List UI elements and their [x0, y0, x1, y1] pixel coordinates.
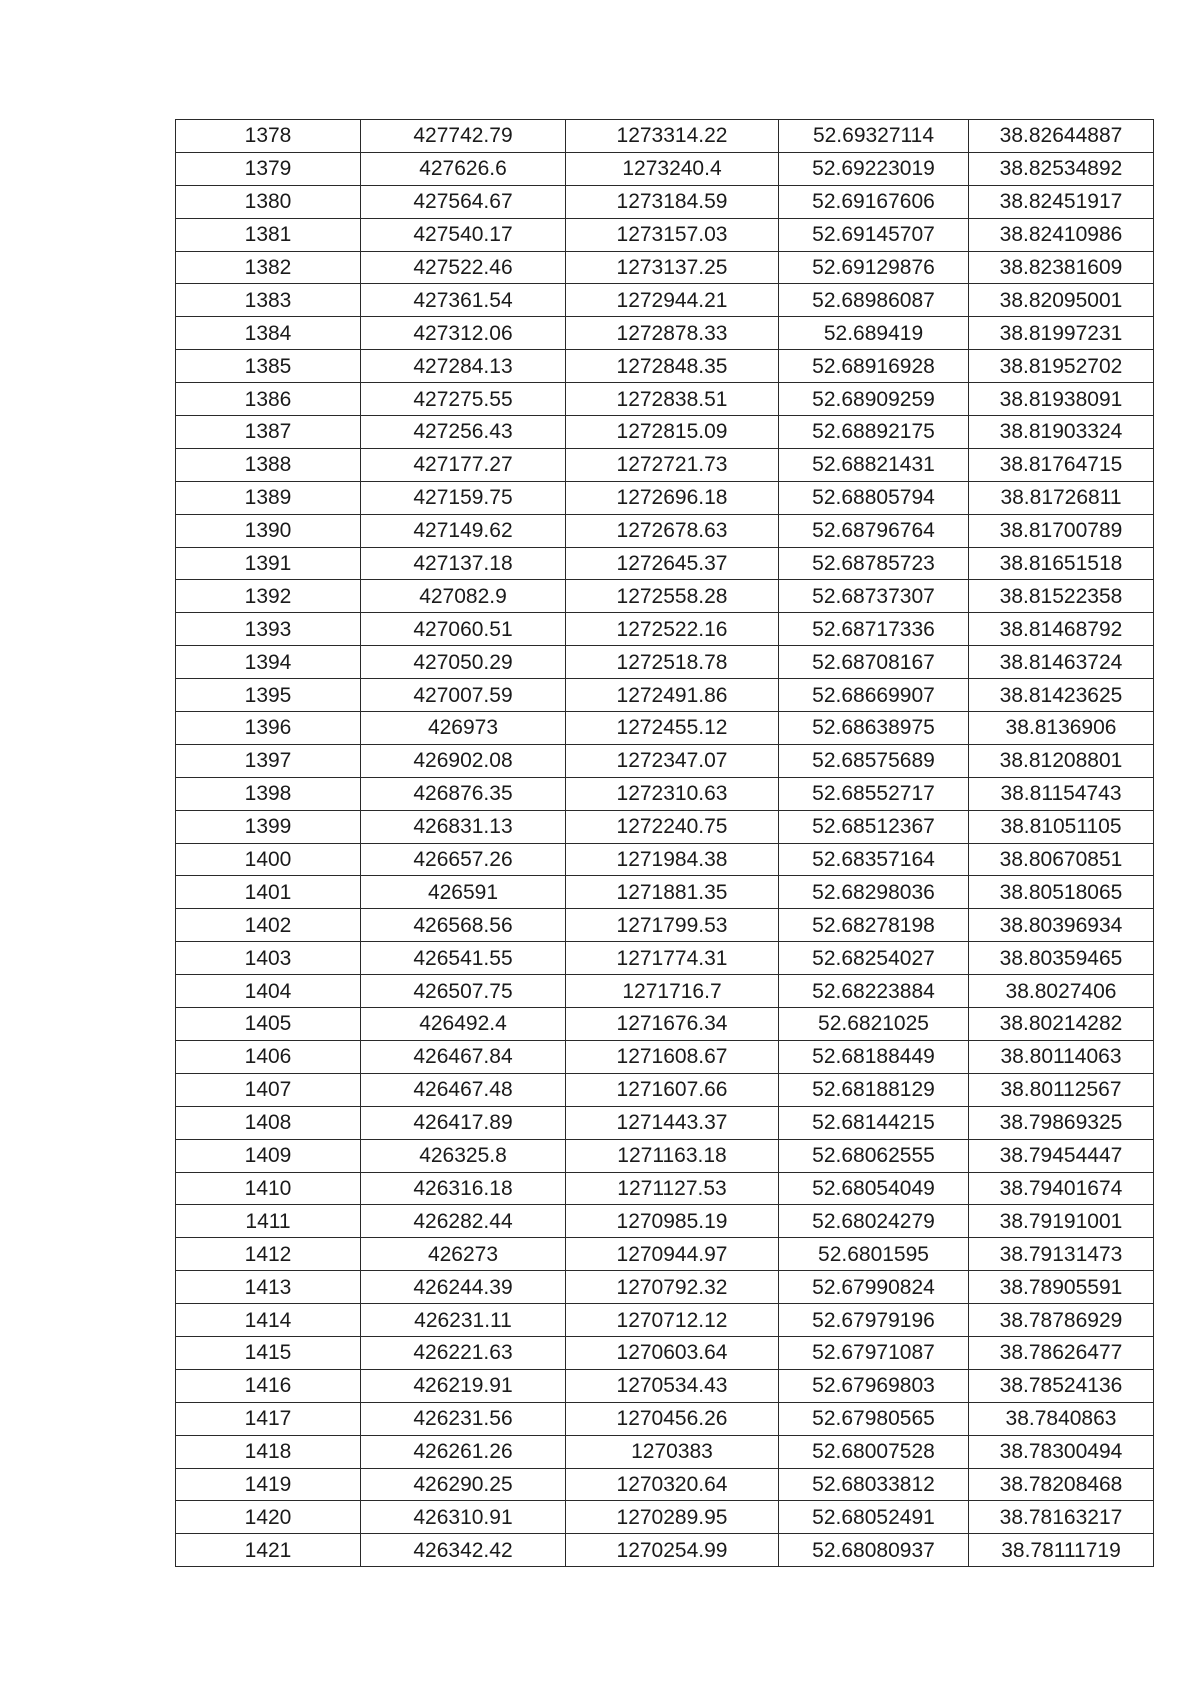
latitude-cell: 52.67969803 [779, 1369, 969, 1402]
point-number-cell: 1409 [176, 1139, 361, 1172]
longitude-cell: 38.78786929 [969, 1304, 1154, 1337]
easting-cell: 426221.63 [361, 1336, 566, 1369]
table-row [176, 1369, 1154, 1402]
point-number-cell: 1398 [176, 777, 361, 810]
latitude-cell: 52.6821025 [779, 1008, 969, 1041]
easting-cell: 426876.35 [361, 777, 566, 810]
point-number-cell: 1384 [176, 317, 361, 350]
latitude-cell: 52.689419 [779, 317, 969, 350]
northing-cell: 1272878.33 [566, 317, 779, 350]
easting-cell: 427275.55 [361, 383, 566, 416]
table-row [176, 218, 1154, 251]
longitude-cell: 38.80396934 [969, 909, 1154, 942]
northing-cell: 1272522.16 [566, 613, 779, 646]
easting-cell: 427626.6 [361, 152, 566, 185]
table-row [176, 942, 1154, 975]
longitude-cell: 38.79191001 [969, 1205, 1154, 1238]
northing-cell: 1272721.73 [566, 448, 779, 481]
table-row [176, 284, 1154, 317]
easting-cell: 427149.62 [361, 514, 566, 547]
northing-cell: 1271443.37 [566, 1106, 779, 1139]
point-number-cell: 1392 [176, 580, 361, 613]
northing-cell: 1272678.63 [566, 514, 779, 547]
easting-cell: 427050.29 [361, 646, 566, 679]
latitude-cell: 52.69223019 [779, 152, 969, 185]
point-number-cell: 1405 [176, 1008, 361, 1041]
easting-cell: 426467.48 [361, 1073, 566, 1106]
longitude-cell: 38.81423625 [969, 679, 1154, 712]
point-number-cell: 1406 [176, 1040, 361, 1073]
point-number-cell: 1418 [176, 1435, 361, 1468]
table-row [176, 448, 1154, 481]
table-row [176, 416, 1154, 449]
easting-cell: 426568.56 [361, 909, 566, 942]
northing-cell: 1270456.26 [566, 1402, 779, 1435]
latitude-cell: 52.68080937 [779, 1534, 969, 1567]
easting-cell: 427082.9 [361, 580, 566, 613]
longitude-cell: 38.80114063 [969, 1040, 1154, 1073]
longitude-cell: 38.79869325 [969, 1106, 1154, 1139]
latitude-cell: 52.69145707 [779, 218, 969, 251]
point-number-cell: 1388 [176, 448, 361, 481]
longitude-cell: 38.79401674 [969, 1172, 1154, 1205]
table-row [176, 580, 1154, 613]
longitude-cell: 38.79131473 [969, 1238, 1154, 1271]
easting-cell: 427564.67 [361, 185, 566, 218]
latitude-cell: 52.6801595 [779, 1238, 969, 1271]
longitude-cell: 38.80214282 [969, 1008, 1154, 1041]
northing-cell: 1272815.09 [566, 416, 779, 449]
latitude-cell: 52.68052491 [779, 1501, 969, 1534]
northing-cell: 1270320.64 [566, 1468, 779, 1501]
northing-cell: 1270792.32 [566, 1271, 779, 1304]
table-row [176, 975, 1154, 1008]
point-number-cell: 1382 [176, 251, 361, 284]
latitude-cell: 52.68552717 [779, 777, 969, 810]
easting-cell: 426282.44 [361, 1205, 566, 1238]
table-row [176, 876, 1154, 909]
easting-cell: 426342.42 [361, 1534, 566, 1567]
longitude-cell: 38.78300494 [969, 1435, 1154, 1468]
point-number-cell: 1394 [176, 646, 361, 679]
northing-cell: 1271163.18 [566, 1139, 779, 1172]
easting-cell: 427312.06 [361, 317, 566, 350]
northing-cell: 1272240.75 [566, 810, 779, 843]
point-number-cell: 1389 [176, 481, 361, 514]
easting-cell: 426325.8 [361, 1139, 566, 1172]
latitude-cell: 52.68254027 [779, 942, 969, 975]
latitude-cell: 52.68708167 [779, 646, 969, 679]
longitude-cell: 38.80670851 [969, 843, 1154, 876]
point-number-cell: 1397 [176, 744, 361, 777]
northing-cell: 1271607.66 [566, 1073, 779, 1106]
latitude-cell: 52.67990824 [779, 1271, 969, 1304]
longitude-cell: 38.82451917 [969, 185, 1154, 218]
northing-cell: 1272848.35 [566, 350, 779, 383]
longitude-cell: 38.81997231 [969, 317, 1154, 350]
northing-cell: 1272491.86 [566, 679, 779, 712]
easting-cell: 426310.91 [361, 1501, 566, 1534]
longitude-cell: 38.81903324 [969, 416, 1154, 449]
longitude-cell: 38.7840863 [969, 1402, 1154, 1435]
point-number-cell: 1379 [176, 152, 361, 185]
easting-cell: 426316.18 [361, 1172, 566, 1205]
easting-cell: 426467.84 [361, 1040, 566, 1073]
longitude-cell: 38.78905591 [969, 1271, 1154, 1304]
northing-cell: 1270603.64 [566, 1336, 779, 1369]
longitude-cell: 38.78111719 [969, 1534, 1154, 1567]
northing-cell: 1271774.31 [566, 942, 779, 975]
latitude-cell: 52.68188449 [779, 1040, 969, 1073]
latitude-cell: 52.68638975 [779, 712, 969, 745]
point-number-cell: 1412 [176, 1238, 361, 1271]
table-row [176, 1468, 1154, 1501]
easting-cell: 427060.51 [361, 613, 566, 646]
easting-cell: 427522.46 [361, 251, 566, 284]
table-row [176, 1139, 1154, 1172]
table-row [176, 810, 1154, 843]
northing-cell: 1271127.53 [566, 1172, 779, 1205]
table-row [176, 251, 1154, 284]
latitude-cell: 52.68785723 [779, 547, 969, 580]
longitude-cell: 38.79454447 [969, 1139, 1154, 1172]
northing-cell: 1272518.78 [566, 646, 779, 679]
northing-cell: 1272838.51 [566, 383, 779, 416]
northing-cell: 1270289.95 [566, 1501, 779, 1534]
point-number-cell: 1416 [176, 1369, 361, 1402]
longitude-cell: 38.82644887 [969, 120, 1154, 153]
northing-cell: 1270712.12 [566, 1304, 779, 1337]
table-row [176, 1008, 1154, 1041]
latitude-cell: 52.68909259 [779, 383, 969, 416]
table-row [176, 1040, 1154, 1073]
table-row [176, 1336, 1154, 1369]
point-number-cell: 1415 [176, 1336, 361, 1369]
table-row [176, 185, 1154, 218]
longitude-cell: 38.81952702 [969, 350, 1154, 383]
easting-cell: 426231.11 [361, 1304, 566, 1337]
point-number-cell: 1413 [176, 1271, 361, 1304]
longitude-cell: 38.81208801 [969, 744, 1154, 777]
easting-cell: 426219.91 [361, 1369, 566, 1402]
point-number-cell: 1402 [176, 909, 361, 942]
point-number-cell: 1419 [176, 1468, 361, 1501]
easting-cell: 426591 [361, 876, 566, 909]
point-number-cell: 1400 [176, 843, 361, 876]
latitude-cell: 52.68916928 [779, 350, 969, 383]
northing-cell: 1270985.19 [566, 1205, 779, 1238]
northing-cell: 1273240.4 [566, 152, 779, 185]
easting-cell: 426657.26 [361, 843, 566, 876]
easting-cell: 426831.13 [361, 810, 566, 843]
latitude-cell: 52.68737307 [779, 580, 969, 613]
longitude-cell: 38.81764715 [969, 448, 1154, 481]
easting-cell: 426231.56 [361, 1402, 566, 1435]
easting-cell: 426541.55 [361, 942, 566, 975]
easting-cell: 427361.54 [361, 284, 566, 317]
longitude-cell: 38.78524136 [969, 1369, 1154, 1402]
table-row [176, 1402, 1154, 1435]
table-row [176, 712, 1154, 745]
northing-cell: 1271984.38 [566, 843, 779, 876]
easting-cell: 427159.75 [361, 481, 566, 514]
latitude-cell: 52.68223884 [779, 975, 969, 1008]
point-number-cell: 1390 [176, 514, 361, 547]
latitude-cell: 52.68821431 [779, 448, 969, 481]
table-row [176, 1271, 1154, 1304]
northing-cell: 1272310.63 [566, 777, 779, 810]
table-row [176, 1534, 1154, 1567]
latitude-cell: 52.68188129 [779, 1073, 969, 1106]
easting-cell: 426244.39 [361, 1271, 566, 1304]
longitude-cell: 38.81700789 [969, 514, 1154, 547]
easting-cell: 426417.89 [361, 1106, 566, 1139]
table-row [176, 481, 1154, 514]
easting-cell: 426492.4 [361, 1008, 566, 1041]
point-number-cell: 1380 [176, 185, 361, 218]
latitude-cell: 52.68986087 [779, 284, 969, 317]
longitude-cell: 38.81522358 [969, 580, 1154, 613]
point-number-cell: 1385 [176, 350, 361, 383]
point-number-cell: 1381 [176, 218, 361, 251]
northing-cell: 1271881.35 [566, 876, 779, 909]
table-row [176, 514, 1154, 547]
table-row [176, 152, 1154, 185]
table-row [176, 679, 1154, 712]
longitude-cell: 38.82410986 [969, 218, 1154, 251]
point-number-cell: 1408 [176, 1106, 361, 1139]
longitude-cell: 38.78208468 [969, 1468, 1154, 1501]
longitude-cell: 38.78626477 [969, 1336, 1154, 1369]
northing-cell: 1270254.99 [566, 1534, 779, 1567]
point-number-cell: 1410 [176, 1172, 361, 1205]
table-row [176, 1205, 1154, 1238]
easting-cell: 427007.59 [361, 679, 566, 712]
longitude-cell: 38.81154743 [969, 777, 1154, 810]
longitude-cell: 38.82381609 [969, 251, 1154, 284]
latitude-cell: 52.68033812 [779, 1468, 969, 1501]
latitude-cell: 52.68796764 [779, 514, 969, 547]
northing-cell: 1271716.7 [566, 975, 779, 1008]
easting-cell: 426261.26 [361, 1435, 566, 1468]
latitude-cell: 52.67979196 [779, 1304, 969, 1337]
table-row [176, 1106, 1154, 1139]
latitude-cell: 52.68512367 [779, 810, 969, 843]
northing-cell: 1272944.21 [566, 284, 779, 317]
longitude-cell: 38.80112567 [969, 1073, 1154, 1106]
longitude-cell: 38.81463724 [969, 646, 1154, 679]
northing-cell: 1272347.07 [566, 744, 779, 777]
latitude-cell: 52.68669907 [779, 679, 969, 712]
northing-cell: 1273184.59 [566, 185, 779, 218]
point-number-cell: 1421 [176, 1534, 361, 1567]
point-number-cell: 1420 [176, 1501, 361, 1534]
point-number-cell: 1378 [176, 120, 361, 153]
northing-cell: 1271676.34 [566, 1008, 779, 1041]
table-row [176, 744, 1154, 777]
table-row [176, 613, 1154, 646]
table-row [176, 317, 1154, 350]
northing-cell: 1270534.43 [566, 1369, 779, 1402]
longitude-cell: 38.8027406 [969, 975, 1154, 1008]
latitude-cell: 52.67980565 [779, 1402, 969, 1435]
point-number-cell: 1407 [176, 1073, 361, 1106]
longitude-cell: 38.81651518 [969, 547, 1154, 580]
table-row [176, 777, 1154, 810]
point-number-cell: 1391 [176, 547, 361, 580]
point-number-cell: 1401 [176, 876, 361, 909]
northing-cell: 1270383 [566, 1435, 779, 1468]
easting-cell: 426290.25 [361, 1468, 566, 1501]
northing-cell: 1271608.67 [566, 1040, 779, 1073]
latitude-cell: 52.68054049 [779, 1172, 969, 1205]
latitude-cell: 52.68278198 [779, 909, 969, 942]
point-number-cell: 1403 [176, 942, 361, 975]
table-row [176, 350, 1154, 383]
latitude-cell: 52.68062555 [779, 1139, 969, 1172]
point-number-cell: 1417 [176, 1402, 361, 1435]
point-number-cell: 1387 [176, 416, 361, 449]
table-row [176, 547, 1154, 580]
longitude-cell: 38.80518065 [969, 876, 1154, 909]
latitude-cell: 52.68007528 [779, 1435, 969, 1468]
latitude-cell: 52.67971087 [779, 1336, 969, 1369]
table-row [176, 646, 1154, 679]
longitude-cell: 38.78163217 [969, 1501, 1154, 1534]
point-number-cell: 1386 [176, 383, 361, 416]
table-row [176, 383, 1154, 416]
northing-cell: 1272455.12 [566, 712, 779, 745]
table-row [176, 120, 1154, 153]
longitude-cell: 38.8136906 [969, 712, 1154, 745]
longitude-cell: 38.81938091 [969, 383, 1154, 416]
easting-cell: 427742.79 [361, 120, 566, 153]
table-row [176, 1501, 1154, 1534]
northing-cell: 1270944.97 [566, 1238, 779, 1271]
northing-cell: 1273157.03 [566, 218, 779, 251]
longitude-cell: 38.81726811 [969, 481, 1154, 514]
point-number-cell: 1414 [176, 1304, 361, 1337]
longitude-cell: 38.81468792 [969, 613, 1154, 646]
latitude-cell: 52.68298036 [779, 876, 969, 909]
longitude-cell: 38.80359465 [969, 942, 1154, 975]
point-number-cell: 1404 [176, 975, 361, 1008]
table-row [176, 1172, 1154, 1205]
point-number-cell: 1393 [176, 613, 361, 646]
latitude-cell: 52.68357164 [779, 843, 969, 876]
table-row [176, 843, 1154, 876]
latitude-cell: 52.69327114 [779, 120, 969, 153]
latitude-cell: 52.69129876 [779, 251, 969, 284]
table-row [176, 1435, 1154, 1468]
northing-cell: 1272645.37 [566, 547, 779, 580]
table-row [176, 1304, 1154, 1337]
latitude-cell: 52.68024279 [779, 1205, 969, 1238]
longitude-cell: 38.82095001 [969, 284, 1154, 317]
coordinate-table [175, 119, 1154, 1567]
table-row [176, 1073, 1154, 1106]
easting-cell: 427256.43 [361, 416, 566, 449]
longitude-cell: 38.82534892 [969, 152, 1154, 185]
easting-cell: 426973 [361, 712, 566, 745]
easting-cell: 427540.17 [361, 218, 566, 251]
latitude-cell: 52.68144215 [779, 1106, 969, 1139]
easting-cell: 426507.75 [361, 975, 566, 1008]
easting-cell: 426902.08 [361, 744, 566, 777]
point-number-cell: 1383 [176, 284, 361, 317]
easting-cell: 426273 [361, 1238, 566, 1271]
easting-cell: 427137.18 [361, 547, 566, 580]
latitude-cell: 52.68805794 [779, 481, 969, 514]
latitude-cell: 52.68892175 [779, 416, 969, 449]
table-row [176, 909, 1154, 942]
easting-cell: 427284.13 [361, 350, 566, 383]
point-number-cell: 1396 [176, 712, 361, 745]
latitude-cell: 52.68575689 [779, 744, 969, 777]
northing-cell: 1273314.22 [566, 120, 779, 153]
northing-cell: 1273137.25 [566, 251, 779, 284]
northing-cell: 1272558.28 [566, 580, 779, 613]
easting-cell: 427177.27 [361, 448, 566, 481]
point-number-cell: 1411 [176, 1205, 361, 1238]
table-body [176, 120, 1154, 1567]
longitude-cell: 38.81051105 [969, 810, 1154, 843]
northing-cell: 1271799.53 [566, 909, 779, 942]
point-number-cell: 1395 [176, 679, 361, 712]
point-number-cell: 1399 [176, 810, 361, 843]
latitude-cell: 52.68717336 [779, 613, 969, 646]
table-row [176, 1238, 1154, 1271]
latitude-cell: 52.69167606 [779, 185, 969, 218]
northing-cell: 1272696.18 [566, 481, 779, 514]
